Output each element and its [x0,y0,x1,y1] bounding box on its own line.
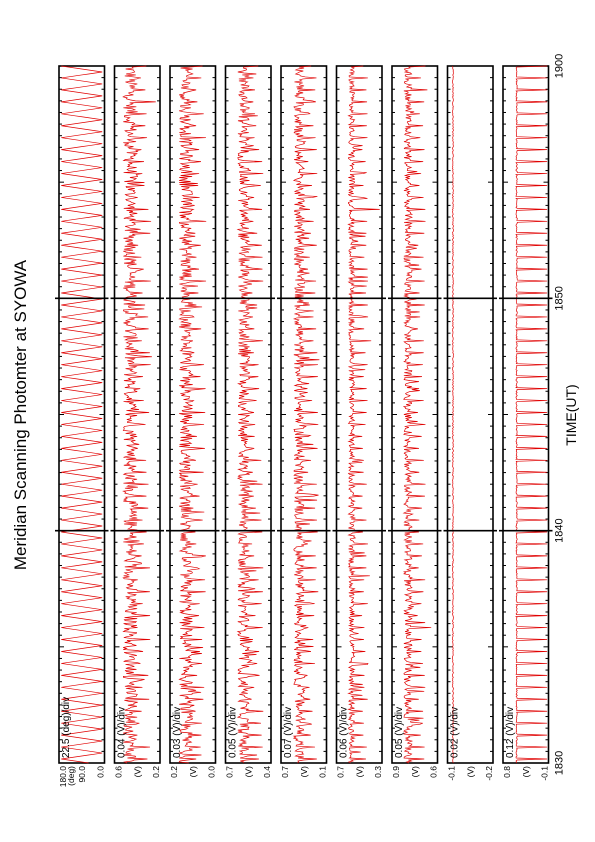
panel-7 [391,66,439,778]
panel-scale-label: 0.05 (V)/div [394,706,405,758]
y-tick-label: 0.4 [262,766,272,778]
panel-frame [281,66,327,763]
y-tick-label: 0.7 [224,766,235,778]
y-unit-label: (V) [354,766,365,778]
panel-4 [225,66,273,778]
panel-scale-label: 0.02 (V)/div [449,706,461,758]
x-tick-label: 1840 [553,518,566,543]
panel-frame [170,66,216,763]
panel-scale-label: 0.04 (V)/div [116,706,128,758]
y-tick-label: 0.7 [335,766,346,778]
y-tick-label: 0.0 [206,766,217,778]
panel-1 [58,66,106,787]
x-axis-label: TIME(UT) [563,384,579,446]
y-tick-label: 0.6 [113,766,124,778]
y-unit-label: (V) [465,766,476,778]
x-tick-label: 1850 [553,286,566,311]
y-unit-label: (V) [409,766,420,778]
y-unit-label: (V) [187,766,198,778]
chart-title: Meridian Scanning Photomter at SYOWA [11,259,30,571]
y-tick-label: 0.2 [169,766,179,778]
y-unit-label: (deg) [65,766,76,786]
panel-6 [336,66,384,778]
y-tick-label: -0.1 [539,766,550,781]
y-tick-label: 0.0 [95,766,106,778]
panel-2 [114,66,162,778]
panel-5 [280,66,328,778]
panel-scale-label: 0.03 (V)/div [172,706,183,758]
y-tick-label: 0.7 [280,766,290,778]
y-unit-label: (V) [243,766,254,778]
panel-scale-label: 0.07 (V)/div [283,706,294,758]
y-tick-label: 0.3 [373,766,383,778]
panel-scale-label: 0.05 (V)/div [227,706,239,758]
y-tick-label: -0.1 [446,766,457,781]
y-unit-label: (V) [298,766,309,778]
y-unit-label: (V) [520,766,531,778]
y-tick-label: 0.2 [151,766,161,778]
y-tick-label: 0.6 [428,766,439,778]
x-tick-label: 1830 [553,750,566,776]
y-tick-label: 180.0 [58,766,68,788]
y-unit-label: (V) [132,766,143,778]
panel-3 [169,66,217,778]
y-tick-label: 90.0 [76,766,87,783]
y-tick-label: 0.9 [391,766,401,778]
panel-frame [448,66,494,763]
panel-frame [337,66,383,763]
y-tick-label: 0.8 [502,766,512,778]
panel-group [55,66,553,787]
y-tick-label: 0.1 [317,766,328,778]
panel-frame [115,66,161,763]
panel-scale-label: 22.5 (deg)/div [61,696,72,758]
x-tick-label: 1900 [553,53,566,79]
panel-scale-label: 0.06 (V)/div [338,706,350,758]
panel-8 [447,66,495,781]
panel-frame [503,66,549,763]
panel-frame [392,66,438,763]
panel-scale-label: 0.12 (V)/div [505,706,516,758]
y-tick-label: -0.2 [484,766,494,781]
panel-9 [502,66,550,781]
